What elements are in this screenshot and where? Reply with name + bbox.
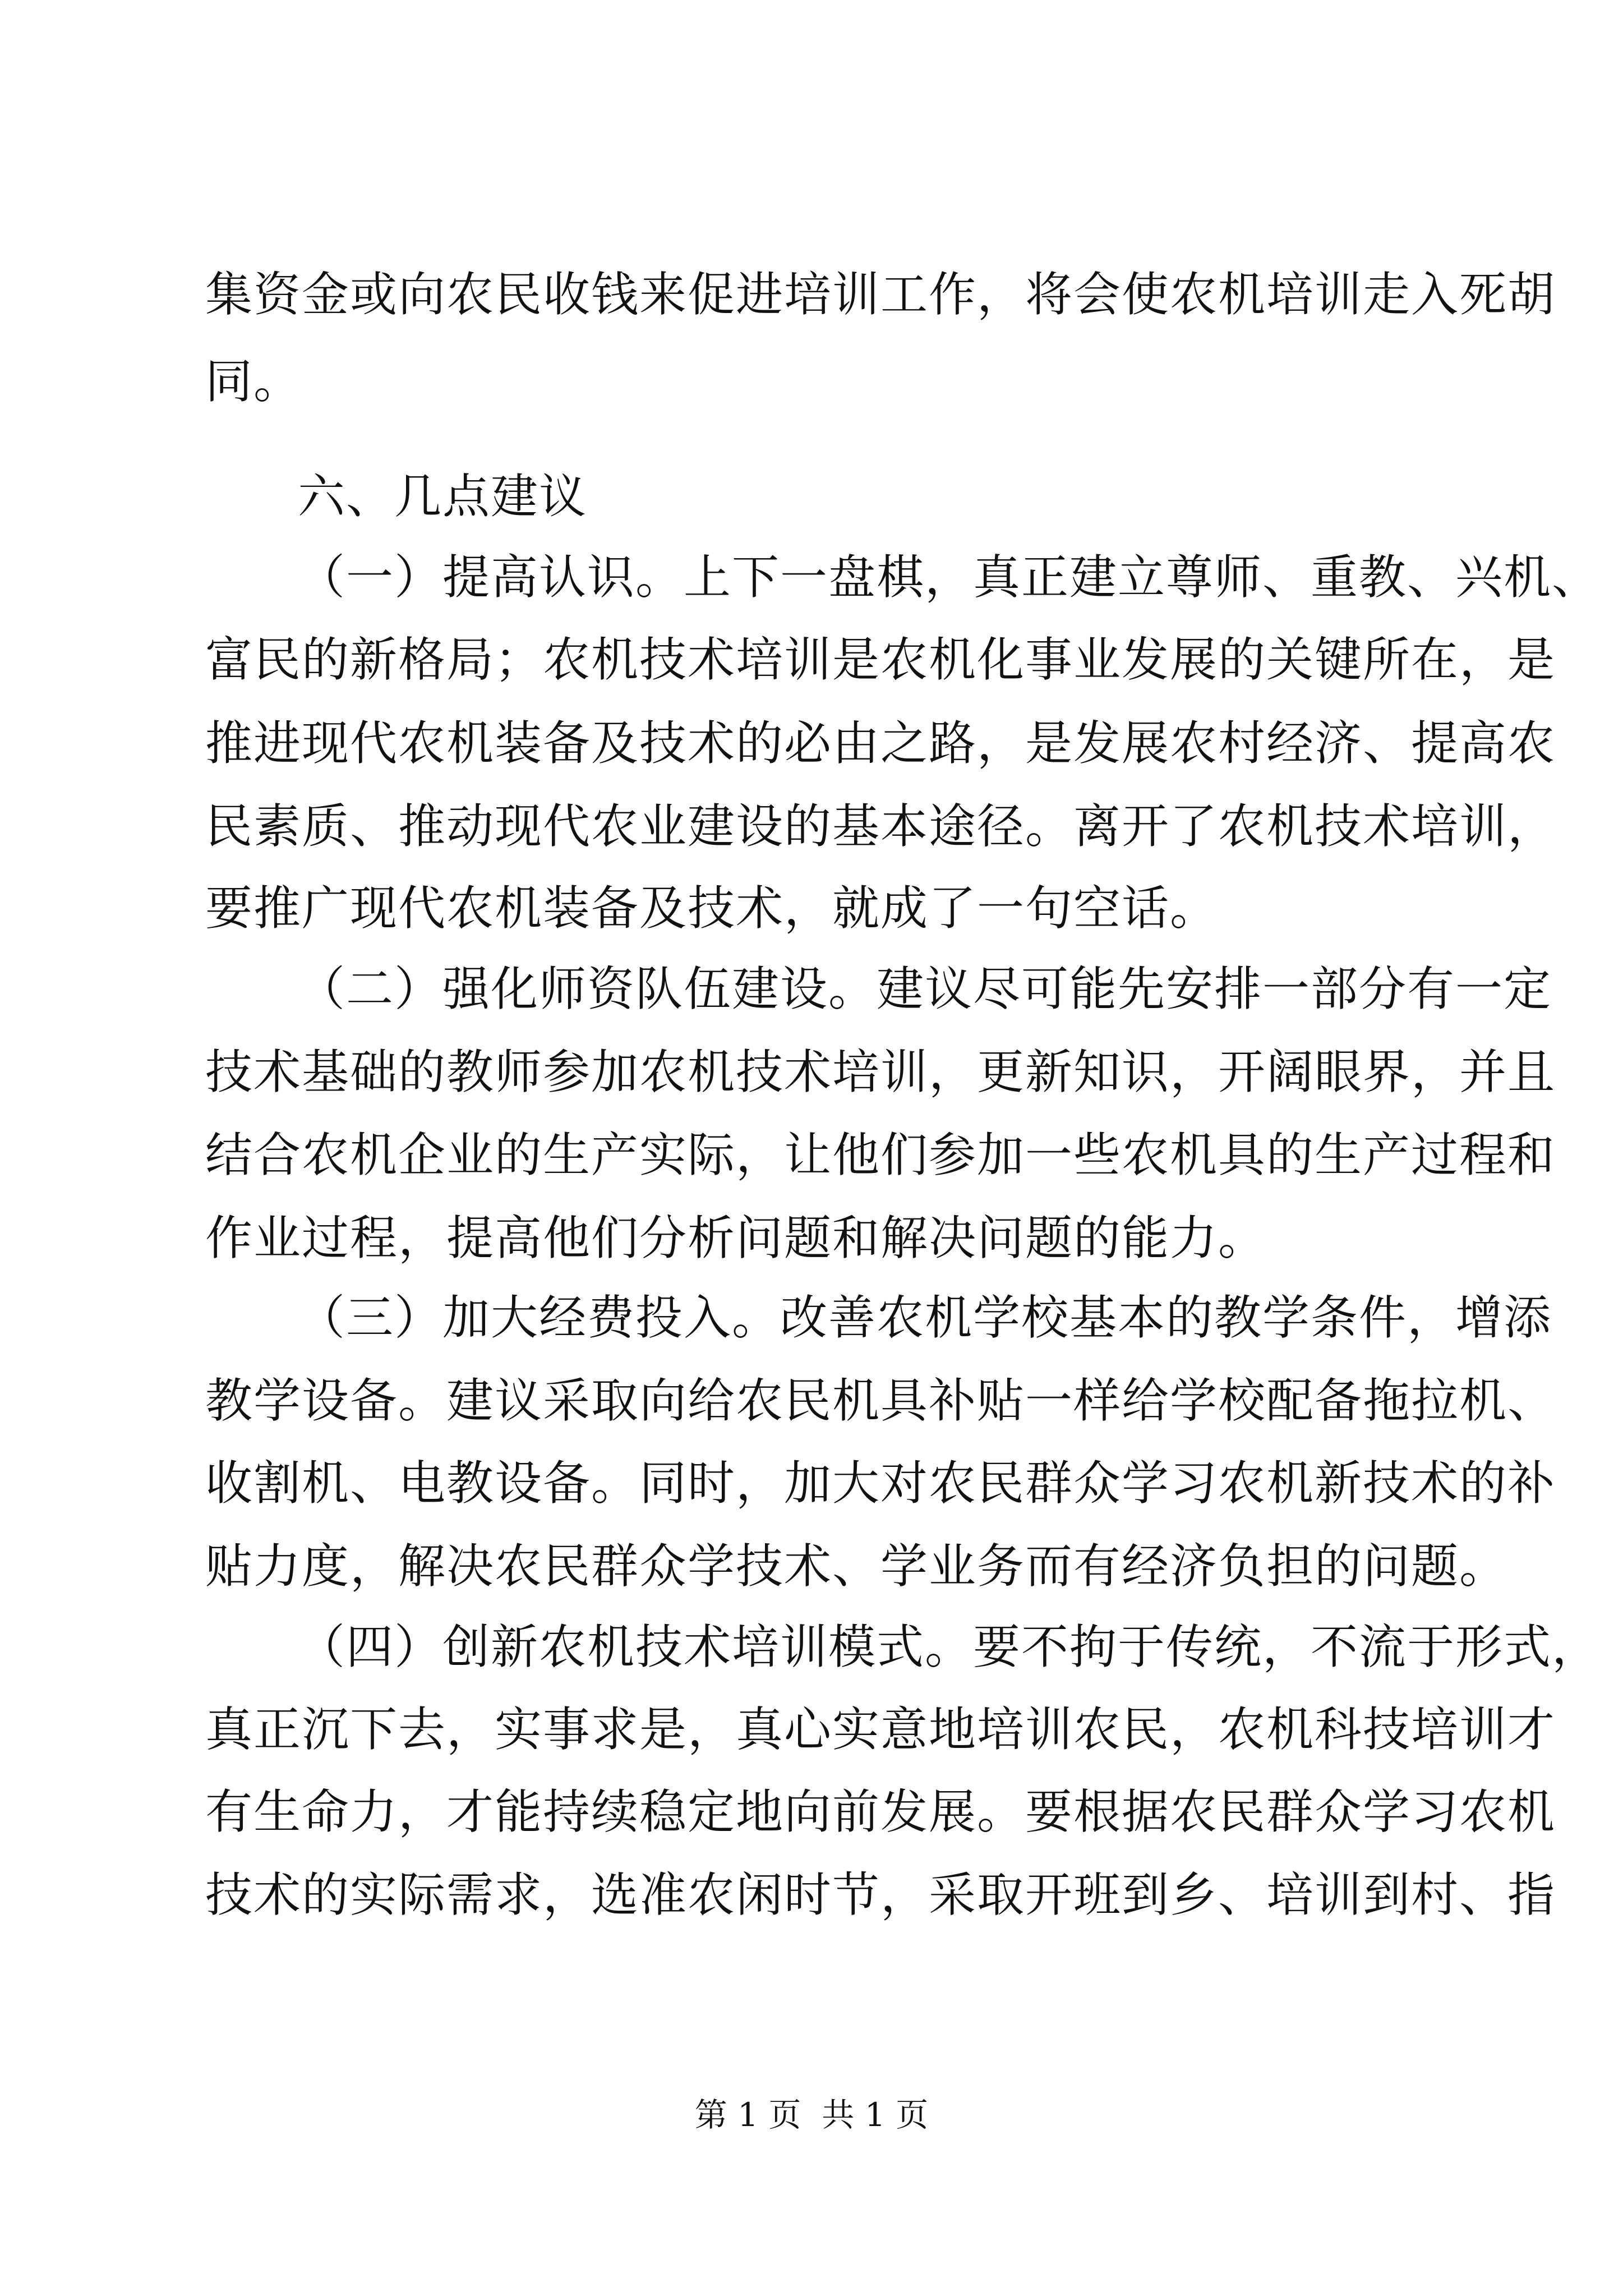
paragraph-1-line-2: 富民的新格局；农机技术培训是农机化事业发展的关键所在，是 (205, 632, 1556, 687)
paragraph-1-line-5: 要推广现代农机装备及技术，就成了一句空话。 (205, 881, 1219, 936)
text-line-2: 同。 (205, 354, 302, 409)
paragraph-1-line-1: （一）提高认识。上下一盘棋，真正建立尊师、重教、兴机、 (298, 550, 1601, 605)
text-line-1: 集资金或向农民收钱来促进培训工作，将会使农机培训走入死胡 (205, 267, 1556, 322)
paragraph-1-line-3: 推进现代农机装备及技术的必由之路，是发展农村经济、提高农 (205, 716, 1556, 771)
paragraph-4-line-2: 真正沉下去，实事求是，真心实意地培训农民，农机科技培训才 (205, 1702, 1556, 1757)
paragraph-4-line-1: （四）创新农机技术培训模式。要不拘于传统，不流于形式， (298, 1619, 1601, 1674)
paragraph-3-line-1: （三）加大经费投入。改善农机学校基本的教学条件，增添 (298, 1290, 1552, 1345)
paragraph-4-line-4: 技术的实际需求，选准农闲时节，采取开班到乡、培训到村、指 (205, 1867, 1556, 1922)
paragraph-2-line-4: 作业过程，提高他们分析问题和解决问题的能力。 (205, 1211, 1267, 1266)
paragraph-3-line-4: 贴力度，解决农民群众学技术、学业务而有经济负担的问题。 (205, 1539, 1508, 1594)
paragraph-2-line-1: （二）强化师资队伍建设。建议尽可能先安排一部分有一定 (298, 961, 1552, 1016)
paragraph-3-line-2: 教学设备。建议采取向给农民机具补贴一样给学校配备拖拉机、 (205, 1373, 1556, 1428)
paragraph-2-line-3: 结合农机企业的生产实际，让他们参加一些农机具的生产过程和 (205, 1128, 1556, 1182)
paragraph-2-line-2: 技术基础的教师参加农机技术培训，更新知识，开阔眼界，并且 (205, 1045, 1556, 1099)
paragraph-1-line-4: 民素质、推动现代农业建设的基本途径。离开了农机技术培训， (205, 799, 1556, 854)
section-heading: 六、几点建议 (298, 469, 588, 524)
paragraph-4-line-3: 有生命力，才能持续稳定地向前发展。要根据农民群众学习农机 (205, 1784, 1556, 1839)
page-footer: 第 1 页 共 1 页 (694, 2096, 929, 2134)
paragraph-3-line-3: 收割机、电教设备。同时，加大对农民群众学习农机新技术的补 (205, 1456, 1556, 1511)
